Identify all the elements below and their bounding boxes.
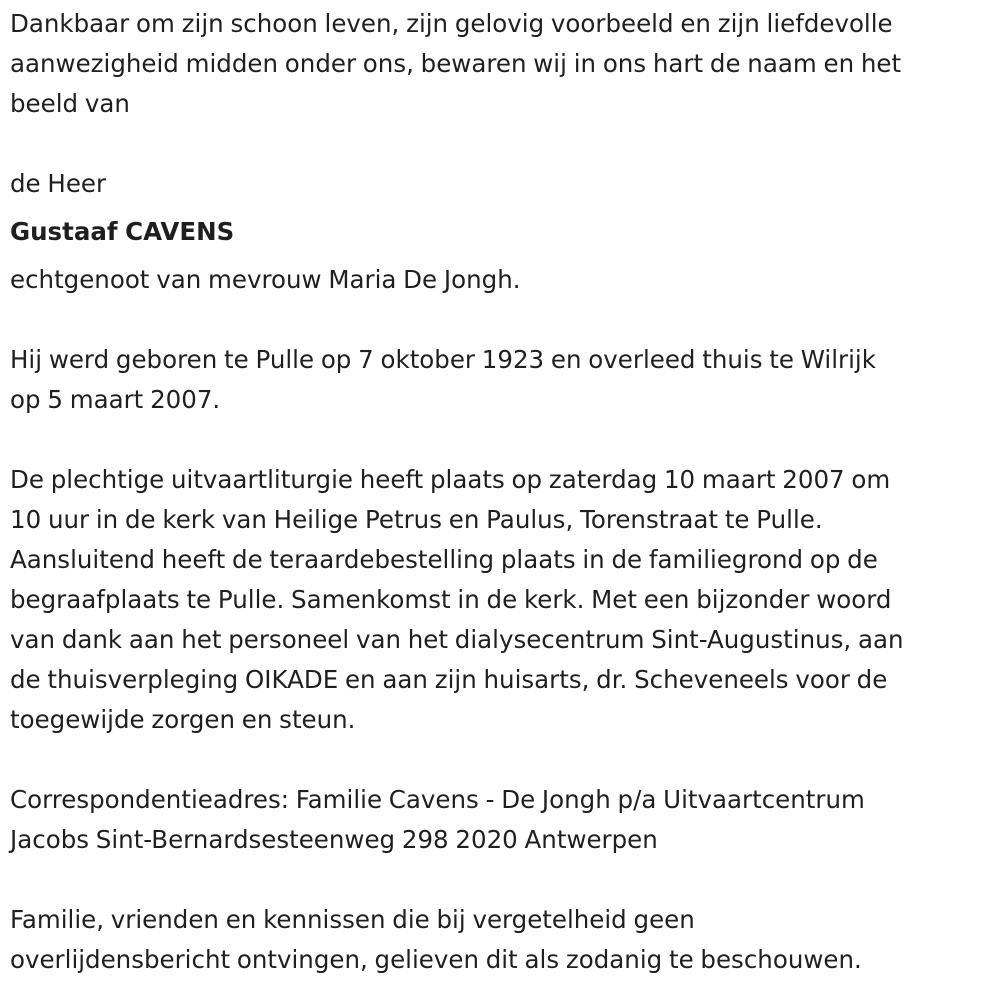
spacer <box>10 300 995 340</box>
obituary-notice <box>10 4 995 980</box>
spacer <box>10 124 995 164</box>
honorific: de Heer <box>10 169 107 198</box>
spouse-line: echtgenoot van mevrouw Maria De Jongh. <box>10 265 521 294</box>
birth-death-paragraph: Hij werd geboren te Pulle op 7 oktober 1923 en overleed thuis te Wilrijk op 5 maart 2007. <box>10 345 876 414</box>
closing-paragraph: Familie, vrienden en kennissen die bij vergetelheid geen overlijdensbericht ontvingen, gelieven dit als zodanig te beschouwen. <box>10 905 862 974</box>
spacer <box>10 740 995 780</box>
intro-paragraph: Dankbaar om zijn schoon leven, zijn gelovig voorbeeld en zijn liefdevolle aanwezigheid midden onder ons, bewaren wij in ons hart de naam en het beeld van <box>10 9 902 118</box>
spacer <box>10 420 995 460</box>
correspondence-paragraph: Correspondentieadres: Familie Cavens - De Jongh p/a Uitvaartcentrum Jacobs Sint-Bernardsesteenweg 298 2020 Antwerpen <box>10 785 865 854</box>
spacer <box>10 860 995 900</box>
funeral-paragraph: De plechtige uitvaartliturgie heeft plaats op zaterdag 10 maart 2007 om 10 uur in de kerk van Heilige Petrus en Paulus, Torenstraat te Pulle. Aansluitend heeft de teraardebestelling plaats in de familiegrond op de begraafplaats te Pulle. Samenkomst in de kerk. Met een bijzonder woord van dank aan het personeel van het dialysecentrum Sint-Augustinus, aan de thuisverpleging OIKADE en aan zijn huisarts, dr. Scheveneels voor de toegewijde zorgen en steun. <box>10 465 904 734</box>
deceased-name: Gustaaf CAVENS <box>10 217 235 246</box>
